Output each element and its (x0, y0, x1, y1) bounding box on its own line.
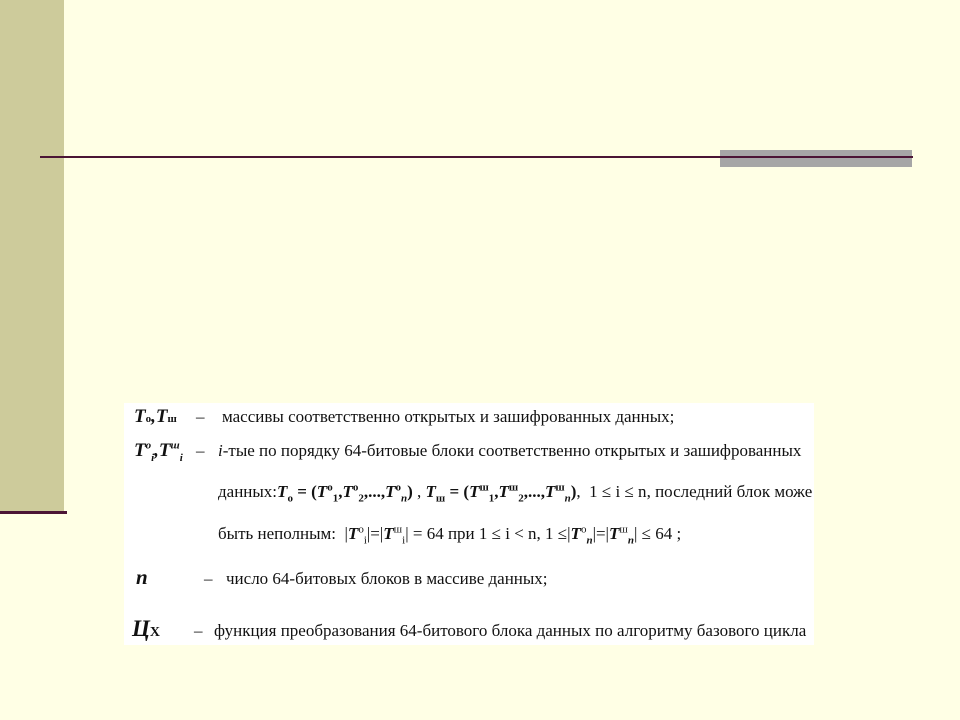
last-block-condition: ≤ 64 ; (641, 524, 682, 543)
continuation-prefix: быть неполным: (218, 524, 337, 543)
definition-dash: – (194, 621, 203, 640)
definition-text (218, 442, 801, 459)
continuation-prefix: данных: (218, 482, 278, 501)
symbol-To-Tsh: Tо,Tш (134, 406, 177, 427)
sidebar-panel (0, 0, 64, 512)
definition-text-body: -тые по порядку 64-битовые блоки соответственно открытых и зашифрованных (222, 441, 802, 460)
definition-text: массивы соответственно открытых и зашифрованных данных; (222, 407, 675, 426)
continuation-text: , последний блок може (646, 482, 813, 501)
title-rule-bar (720, 150, 912, 167)
symbol-letter: Ц (132, 616, 150, 641)
sidebar-underline (0, 511, 67, 514)
symbol-Ti-blocks: $T^о_i,T^ш_i$ (134, 439, 183, 464)
definition-dash: – (204, 569, 213, 588)
formula-Tsh: $T_ш = (T^ш_1,T^ш_2,...,T^ш_n)$ (425, 481, 577, 505)
formula-To: $T_о = (T^о_1,T^о_2,...,T^о_n)$ (277, 481, 413, 505)
definition-continuation: $данных:T_о = (T^о_1,T^о_2,...,T^о_n)$ , $T_ш = (T^ш_1,T^ш_2,...,T^ш_n)$, 1 ≤ i ≤ n, последний блок може (218, 481, 813, 505)
definition-dash: – (196, 407, 205, 426)
symbol-subscript: Х (149, 625, 161, 640)
definition-continuation: быть неполным: $|T^о_i|=|T^ш_i| = 64$ при 1 ≤ i < n, $1 \le|T^о_n|=|T^ш_n| \le 64$ ; (218, 523, 682, 547)
definition-text: число 64-битовых блоков в массиве данных; (226, 569, 548, 588)
definitions-image (124, 403, 814, 645)
block-size-condition: = 64 при 1 ≤ i < n, 1 ≤ (412, 524, 568, 543)
definition-text: функция преобразования 64-битового блока данных по алгоритму базового цикла (214, 621, 807, 640)
symbol-n: n (136, 565, 148, 589)
index-variable: i (218, 441, 223, 460)
symbol-Ts-X (132, 617, 160, 640)
index-range: 1 ≤ i ≤ n (589, 482, 647, 501)
title-rule-bar-line (720, 156, 912, 158)
definition-dash: – (196, 441, 205, 460)
